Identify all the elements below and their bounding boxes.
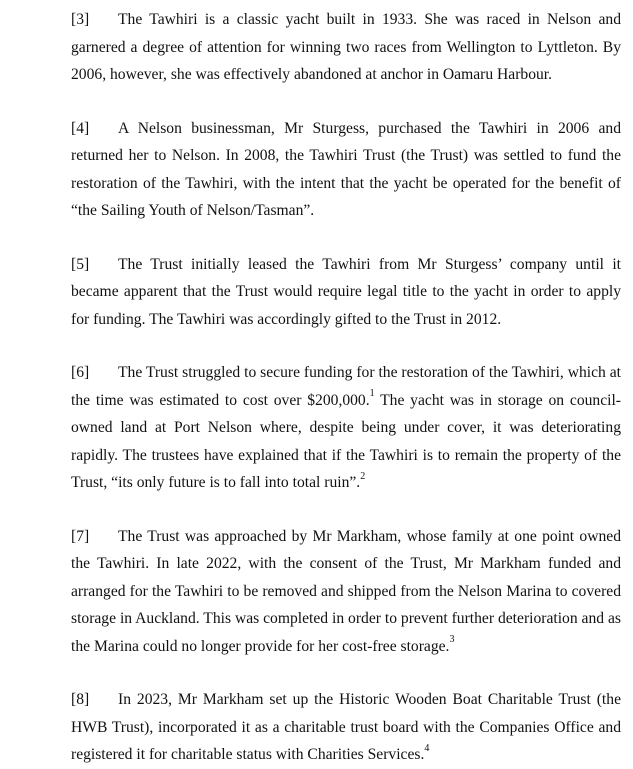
- footnote-ref[interactable]: 4: [424, 742, 430, 754]
- paragraph-number: [8]: [71, 691, 90, 708]
- paragraph-8: [71, 686, 621, 769]
- paragraph-number: [7]: [71, 527, 90, 545]
- paragraph-text: In 2023, Mr Markham set up the Historic Wooden Boat Charitable Trust (the HWB Trust), incorporated it as a charitable trust board with the Companies Office and registered it for charitable status with Charities Services.: [71, 691, 621, 763]
- paragraph-3: [71, 6, 621, 89]
- paragraph-number: [3]: [71, 11, 90, 28]
- paragraph-6: [71, 359, 621, 497]
- paragraph-text: The Trust initially leased the Tawhiri from Mr Sturgess’ company until it became apparent that the Trust would require legal title to the yacht in order to apply for funding. The Tawhiri was accordingly gifted to the Trust in 2012.: [71, 255, 621, 328]
- paragraph-number: [5]: [71, 255, 90, 273]
- footnote-ref[interactable]: 1: [369, 388, 375, 400]
- paragraph-text: The Trust struggled to secure funding for the restoration of the Tawhiri, which at the time was estimated to cost over $200,000.: [71, 364, 621, 409]
- footnote-ref[interactable]: 2: [360, 470, 366, 482]
- paragraph-5: [71, 251, 621, 334]
- paragraph-text: The Tawhiri is a classic yacht built in 1933. She was raced in Nelson and garnered a degree of attention for winning two races from Wellington to Lyttleton. By 2006, however, she was effectively abandoned at anchor in Oamaru Harbour.: [71, 11, 621, 83]
- paragraph-text: A Nelson businessman, Mr Sturgess, purchased the Tawhiri in 2006 and returned her to Nelson. In 2008, the Tawhiri Trust (the Trust) was settled to fund the restoration of the Tawhiri, with the intent that the yacht be operated for the benefit of “the Sailing Youth of Nelson/Tasman”.: [71, 119, 621, 219]
- paragraph-text: The Trust was approached by Mr Markham, whose family at one point owned the Tawhiri. In late 2022, with the consent of the Trust, Mr Markham funded and arranged for the Tawhiri to be removed and shipped from the Nelson Marina to covered storage in Auckland. This was completed in order to prevent further deterioration and as the Marina could no longer provide for her cost-free storage.: [71, 527, 621, 655]
- paragraph-number: [6]: [71, 364, 90, 381]
- paragraph-number: [4]: [71, 119, 90, 137]
- paragraph-text-cont: The yacht was in storage on council-owned land at Port Nelson where, despite being under cover, it was deteriorating rapidly. The trustees have explained that if the Tawhiri is to remain the property of the Trust, “its only future is to fall into total ruin”.: [71, 391, 621, 491]
- paragraph-7: [71, 523, 621, 661]
- paragraph-4: [71, 115, 621, 225]
- footnote-ref[interactable]: 3: [449, 634, 455, 646]
